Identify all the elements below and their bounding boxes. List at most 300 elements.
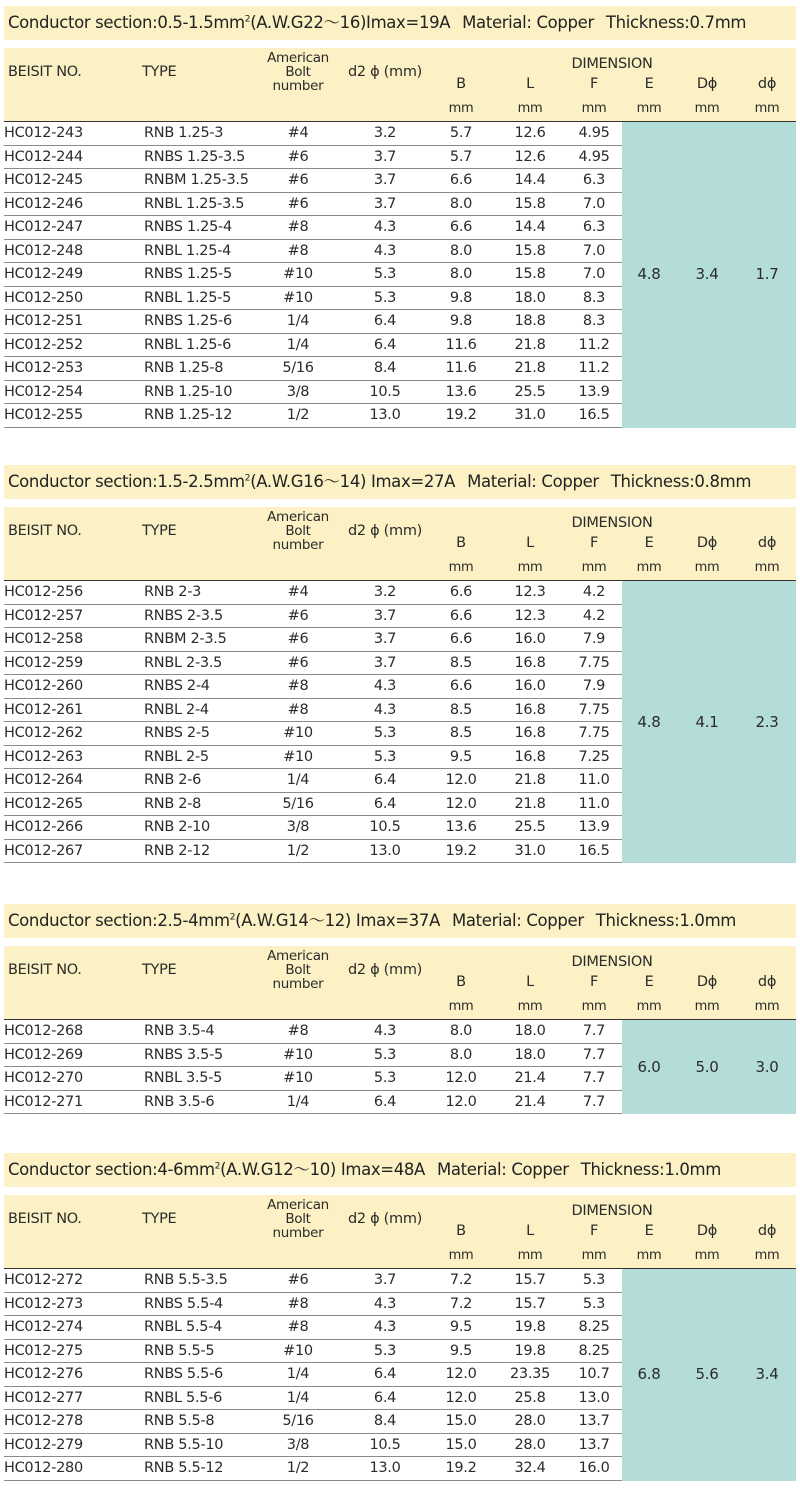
unit-spacer xyxy=(254,1243,342,1269)
b-cell: 12.0 xyxy=(428,769,494,793)
l-cell: 28.0 xyxy=(494,1433,566,1457)
unit-spacer xyxy=(254,555,342,581)
beisit-no-cell: HC012-267 xyxy=(4,839,138,863)
bolt-number-cell: 3/8 xyxy=(254,1433,342,1457)
header-d2: d2 ϕ (mm) xyxy=(342,946,428,994)
l-cell: 21.4 xyxy=(494,1067,566,1091)
header-d-phi: Dϕ xyxy=(676,970,738,994)
type-cell: RNB 5.5-3.5 xyxy=(138,1269,254,1293)
d2-cell: 13.0 xyxy=(342,1457,428,1481)
b-cell: 8.0 xyxy=(428,1020,494,1044)
bolt-number-cell: #8 xyxy=(254,1292,342,1316)
f-cell: 16.5 xyxy=(566,404,622,428)
header-bolt-line2: Bolt xyxy=(285,523,311,539)
header-d2: d2 ϕ (mm) xyxy=(342,507,428,555)
squared-superscript: 2 xyxy=(244,473,251,484)
header-bolt-number xyxy=(254,1195,342,1243)
header-row xyxy=(4,1195,796,1219)
awg-imax-text: (A.W.G16～14) Imax=27A xyxy=(250,472,456,491)
d2-cell: 6.4 xyxy=(342,310,428,334)
header-beisit-no: BEISIT NO. xyxy=(4,48,138,96)
bolt-number-cell: 3/8 xyxy=(254,816,342,840)
header-e: E xyxy=(622,531,676,555)
l-cell: 12.6 xyxy=(494,122,566,146)
f-cell: 13.7 xyxy=(566,1410,622,1434)
f-cell: 16.0 xyxy=(566,1457,622,1481)
l-cell: 21.8 xyxy=(494,769,566,793)
type-cell: RNB 5.5-5 xyxy=(138,1339,254,1363)
bolt-number-cell: 1/4 xyxy=(254,1090,342,1114)
header-beisit-no: BEISIT NO. xyxy=(4,507,138,555)
bolt-number-cell: #10 xyxy=(254,286,342,310)
d-small-phi-common-cell: 3.0 xyxy=(738,1020,796,1114)
d2-cell: 3.7 xyxy=(342,1269,428,1293)
b-cell: 11.6 xyxy=(428,357,494,381)
beisit-no-cell: HC012-264 xyxy=(4,769,138,793)
b-cell: 19.2 xyxy=(428,1457,494,1481)
b-cell: 12.0 xyxy=(428,1386,494,1410)
f-cell: 7.7 xyxy=(566,1043,622,1067)
bolt-number-cell: #8 xyxy=(254,675,342,699)
type-cell: RNB 5.5-8 xyxy=(138,1410,254,1434)
b-cell: 9.5 xyxy=(428,1339,494,1363)
b-cell: 6.6 xyxy=(428,628,494,652)
f-cell: 11.2 xyxy=(566,333,622,357)
b-cell: 15.0 xyxy=(428,1410,494,1434)
unit-row xyxy=(4,1243,796,1269)
section-banner xyxy=(4,904,796,938)
unit-mm: mm xyxy=(622,555,676,581)
unit-spacer xyxy=(254,96,342,122)
type-cell: RNBS 5.5-6 xyxy=(138,1363,254,1387)
header-bolt-line3: number xyxy=(272,1225,324,1241)
d2-cell: 5.3 xyxy=(342,745,428,769)
header-d-small-phi: dϕ xyxy=(738,1219,796,1243)
f-cell: 13.9 xyxy=(566,816,622,840)
beisit-no-cell: HC012-276 xyxy=(4,1363,138,1387)
bolt-number-cell: #8 xyxy=(254,1316,342,1340)
f-cell: 7.0 xyxy=(566,239,622,263)
type-cell: RNBL 5.5-4 xyxy=(138,1316,254,1340)
header-dimension: DIMENSION xyxy=(428,48,796,72)
b-cell: 5.7 xyxy=(428,122,494,146)
header-e: E xyxy=(622,1219,676,1243)
d2-cell: 3.7 xyxy=(342,145,428,169)
d2-cell: 8.4 xyxy=(342,357,428,381)
bolt-number-cell: 5/16 xyxy=(254,357,342,381)
f-cell: 10.7 xyxy=(566,1363,622,1387)
header-dimension: DIMENSION xyxy=(428,507,796,531)
d2-cell: 8.4 xyxy=(342,1410,428,1434)
beisit-no-cell: HC012-253 xyxy=(4,357,138,381)
l-cell: 21.8 xyxy=(494,333,566,357)
l-cell: 28.0 xyxy=(494,1410,566,1434)
header-row xyxy=(4,946,796,970)
type-cell: RNBM 1.25-3.5 xyxy=(138,169,254,193)
header-bolt-line2: Bolt xyxy=(285,962,311,978)
b-cell: 9.8 xyxy=(428,286,494,310)
unit-spacer xyxy=(254,994,342,1020)
unit-spacer xyxy=(4,555,138,581)
type-cell: RNBS 2-5 xyxy=(138,722,254,746)
b-cell: 7.2 xyxy=(428,1269,494,1293)
header-d2: d2 ϕ (mm) xyxy=(342,1195,428,1243)
header-bolt-line1: American xyxy=(267,509,329,525)
e-common-cell: 4.8 xyxy=(622,581,676,863)
material-spec: Material: Copper xyxy=(462,13,594,32)
d2-cell: 3.7 xyxy=(342,169,428,193)
unit-mm: mm xyxy=(622,1243,676,1269)
l-cell: 25.5 xyxy=(494,380,566,404)
d2-cell: 6.4 xyxy=(342,792,428,816)
unit-spacer xyxy=(138,1243,254,1269)
squared-superscript: 2 xyxy=(229,912,236,923)
header-f: F xyxy=(566,531,622,555)
l-cell: 14.4 xyxy=(494,169,566,193)
f-cell: 6.3 xyxy=(566,169,622,193)
l-cell: 19.8 xyxy=(494,1316,566,1340)
header-b: B xyxy=(428,531,494,555)
header-l: L xyxy=(494,970,566,994)
b-cell: 13.6 xyxy=(428,380,494,404)
header-bolt-number xyxy=(254,946,342,994)
beisit-no-cell: HC012-269 xyxy=(4,1043,138,1067)
d2-cell: 3.2 xyxy=(342,581,428,605)
l-cell: 21.4 xyxy=(494,1090,566,1114)
d2-cell: 4.3 xyxy=(342,1316,428,1340)
f-cell: 11.0 xyxy=(566,769,622,793)
beisit-no-cell: HC012-259 xyxy=(4,651,138,675)
l-cell: 21.8 xyxy=(494,792,566,816)
unit-mm: mm xyxy=(622,96,676,122)
beisit-no-cell: HC012-248 xyxy=(4,239,138,263)
f-cell: 7.9 xyxy=(566,675,622,699)
header-d2: d2 ϕ (mm) xyxy=(342,48,428,96)
d2-cell: 5.3 xyxy=(342,1339,428,1363)
type-cell: RNBL 1.25-3.5 xyxy=(138,192,254,216)
material-spec: Material: Copper xyxy=(436,1160,569,1179)
awg-imax-text: (A.W.G22～16)Imax=19A xyxy=(250,13,451,32)
type-cell: RNBL 2-3.5 xyxy=(138,651,254,675)
header-type: TYPE xyxy=(138,48,254,96)
header-row xyxy=(4,48,796,72)
header-b: B xyxy=(428,970,494,994)
type-cell: RNBS 2-3.5 xyxy=(138,604,254,628)
d2-cell: 3.7 xyxy=(342,628,428,652)
b-cell: 12.0 xyxy=(428,1067,494,1091)
f-cell: 7.0 xyxy=(566,192,622,216)
b-cell: 7.2 xyxy=(428,1292,494,1316)
b-cell: 6.6 xyxy=(428,581,494,605)
beisit-no-cell: HC012-257 xyxy=(4,604,138,628)
unit-spacer xyxy=(138,555,254,581)
header-bolt-line1: American xyxy=(267,50,329,66)
beisit-no-cell: HC012-280 xyxy=(4,1457,138,1481)
l-cell: 15.8 xyxy=(494,192,566,216)
conductor-section-text: Conductor section:4-6mm xyxy=(8,1160,215,1179)
bolt-number-cell: #6 xyxy=(254,604,342,628)
l-cell: 12.3 xyxy=(494,604,566,628)
type-cell: RNB 5.5-12 xyxy=(138,1457,254,1481)
b-cell: 19.2 xyxy=(428,404,494,428)
unit-mm: mm xyxy=(428,555,494,581)
header-type: TYPE xyxy=(138,507,254,555)
type-cell: RNB 1.25-12 xyxy=(138,404,254,428)
type-cell: RNB 1.25-10 xyxy=(138,380,254,404)
header-bolt-number xyxy=(254,48,342,96)
d2-cell: 6.4 xyxy=(342,1090,428,1114)
l-cell: 18.8 xyxy=(494,310,566,334)
bolt-number-cell: #6 xyxy=(254,651,342,675)
bolt-number-cell: #4 xyxy=(254,122,342,146)
bolt-number-cell: 1/4 xyxy=(254,1386,342,1410)
header-f: F xyxy=(566,970,622,994)
l-cell: 25.8 xyxy=(494,1386,566,1410)
table-row xyxy=(4,581,796,605)
unit-mm: mm xyxy=(676,96,738,122)
unit-spacer xyxy=(4,994,138,1020)
unit-mm: mm xyxy=(428,994,494,1020)
f-cell: 7.25 xyxy=(566,745,622,769)
bolt-number-cell: #6 xyxy=(254,1269,342,1293)
e-common-cell: 6.0 xyxy=(622,1020,676,1114)
type-cell: RNB 3.5-4 xyxy=(138,1020,254,1044)
bolt-number-cell: #8 xyxy=(254,1020,342,1044)
f-cell: 11.0 xyxy=(566,792,622,816)
header-dimension: DIMENSION xyxy=(428,946,796,970)
squared-superscript: 2 xyxy=(214,1161,221,1172)
b-cell: 8.5 xyxy=(428,651,494,675)
b-cell: 13.6 xyxy=(428,816,494,840)
l-cell: 15.8 xyxy=(494,239,566,263)
beisit-no-cell: HC012-246 xyxy=(4,192,138,216)
header-b: B xyxy=(428,1219,494,1243)
beisit-no-cell: HC012-266 xyxy=(4,816,138,840)
section-banner xyxy=(4,465,796,499)
thickness-spec: Thickness:0.8mm xyxy=(610,472,752,491)
beisit-no-cell: HC012-262 xyxy=(4,722,138,746)
l-cell: 18.0 xyxy=(494,1043,566,1067)
unit-mm: mm xyxy=(428,1243,494,1269)
header-type: TYPE xyxy=(138,946,254,994)
l-cell: 16.8 xyxy=(494,722,566,746)
type-cell: RNBS 1.25-6 xyxy=(138,310,254,334)
b-cell: 8.5 xyxy=(428,698,494,722)
f-cell: 4.2 xyxy=(566,581,622,605)
f-cell: 13.9 xyxy=(566,380,622,404)
beisit-no-cell: HC012-258 xyxy=(4,628,138,652)
f-cell: 4.95 xyxy=(566,122,622,146)
section-banner xyxy=(4,1153,796,1187)
type-cell: RNBL 1.25-5 xyxy=(138,286,254,310)
type-cell: RNB 2-12 xyxy=(138,839,254,863)
l-cell: 15.7 xyxy=(494,1269,566,1293)
type-cell: RNB 2-6 xyxy=(138,769,254,793)
header-d-phi: Dϕ xyxy=(676,72,738,96)
bolt-number-cell: #10 xyxy=(254,1339,342,1363)
l-cell: 16.0 xyxy=(494,628,566,652)
unit-row xyxy=(4,96,796,122)
conductor-section-spec xyxy=(8,911,440,930)
spec-table xyxy=(4,48,796,428)
d2-cell: 6.4 xyxy=(342,769,428,793)
d-phi-common-cell: 5.0 xyxy=(676,1020,738,1114)
conductor-section-text: Conductor section:1.5-2.5mm xyxy=(8,472,245,491)
bolt-number-cell: #10 xyxy=(254,263,342,287)
beisit-no-cell: HC012-250 xyxy=(4,286,138,310)
type-cell: RNB 5.5-10 xyxy=(138,1433,254,1457)
b-cell: 12.0 xyxy=(428,1090,494,1114)
b-cell: 8.0 xyxy=(428,1043,494,1067)
bolt-number-cell: 5/16 xyxy=(254,792,342,816)
spec-table xyxy=(4,946,796,1114)
d2-cell: 5.3 xyxy=(342,263,428,287)
d-small-phi-common-cell: 3.4 xyxy=(738,1269,796,1481)
conductor-section-spec xyxy=(8,472,455,491)
e-common-cell: 4.8 xyxy=(622,122,676,428)
d2-cell: 3.2 xyxy=(342,122,428,146)
unit-mm: mm xyxy=(738,96,796,122)
header-d-phi: Dϕ xyxy=(676,531,738,555)
d2-cell: 13.0 xyxy=(342,404,428,428)
squared-superscript: 2 xyxy=(244,14,251,25)
beisit-no-cell: HC012-277 xyxy=(4,1386,138,1410)
bolt-number-cell: 1/4 xyxy=(254,769,342,793)
thickness-spec: Thickness:0.7mm xyxy=(605,13,747,32)
bolt-number-cell: 5/16 xyxy=(254,1410,342,1434)
header-beisit-no: BEISIT NO. xyxy=(4,946,138,994)
f-cell: 5.3 xyxy=(566,1292,622,1316)
unit-spacer xyxy=(342,555,428,581)
d2-cell: 13.0 xyxy=(342,839,428,863)
conductor-section-spec xyxy=(8,13,450,32)
beisit-no-cell: HC012-268 xyxy=(4,1020,138,1044)
beisit-no-cell: HC012-265 xyxy=(4,792,138,816)
f-cell: 8.3 xyxy=(566,310,622,334)
b-cell: 9.5 xyxy=(428,1316,494,1340)
beisit-no-cell: HC012-251 xyxy=(4,310,138,334)
beisit-no-cell: HC012-255 xyxy=(4,404,138,428)
header-d-phi: Dϕ xyxy=(676,1219,738,1243)
d-phi-common-cell: 4.1 xyxy=(676,581,738,863)
f-cell: 6.3 xyxy=(566,216,622,240)
unit-spacer xyxy=(342,994,428,1020)
d-small-phi-common-cell: 2.3 xyxy=(738,581,796,863)
beisit-no-cell: HC012-243 xyxy=(4,122,138,146)
f-cell: 7.75 xyxy=(566,651,622,675)
d-phi-common-cell: 5.6 xyxy=(676,1269,738,1481)
bolt-number-cell: #8 xyxy=(254,239,342,263)
unit-mm: mm xyxy=(738,994,796,1020)
type-cell: RNB 1.25-8 xyxy=(138,357,254,381)
header-row xyxy=(4,507,796,531)
unit-mm: mm xyxy=(676,1243,738,1269)
header-f: F xyxy=(566,72,622,96)
f-cell: 7.75 xyxy=(566,722,622,746)
unit-mm: mm xyxy=(494,1243,566,1269)
bolt-number-cell: #10 xyxy=(254,1043,342,1067)
header-bolt-line3: number xyxy=(272,976,324,992)
f-cell: 8.25 xyxy=(566,1316,622,1340)
header-beisit-no: BEISIT NO. xyxy=(4,1195,138,1243)
d2-cell: 4.3 xyxy=(342,675,428,699)
d2-cell: 10.5 xyxy=(342,380,428,404)
l-cell: 16.0 xyxy=(494,675,566,699)
f-cell: 4.95 xyxy=(566,145,622,169)
type-cell: RNBS 2-4 xyxy=(138,675,254,699)
header-e: E xyxy=(622,970,676,994)
header-e: E xyxy=(622,72,676,96)
header-bolt-number xyxy=(254,507,342,555)
f-cell: 7.0 xyxy=(566,263,622,287)
header-f: F xyxy=(566,1219,622,1243)
thickness-spec: Thickness:1.0mm xyxy=(580,1160,721,1179)
beisit-no-cell: HC012-272 xyxy=(4,1269,138,1293)
d2-cell: 4.3 xyxy=(342,1020,428,1044)
type-cell: RNBL 2-5 xyxy=(138,745,254,769)
beisit-no-cell: HC012-249 xyxy=(4,263,138,287)
f-cell: 7.7 xyxy=(566,1067,622,1091)
bolt-number-cell: #6 xyxy=(254,145,342,169)
l-cell: 12.3 xyxy=(494,581,566,605)
beisit-no-cell: HC012-274 xyxy=(4,1316,138,1340)
b-cell: 8.5 xyxy=(428,722,494,746)
d2-cell: 5.3 xyxy=(342,286,428,310)
b-cell: 6.6 xyxy=(428,216,494,240)
type-cell: RNBS 1.25-5 xyxy=(138,263,254,287)
f-cell: 7.9 xyxy=(566,628,622,652)
unit-mm: mm xyxy=(738,555,796,581)
d-small-phi-common-cell: 1.7 xyxy=(738,122,796,428)
b-cell: 12.0 xyxy=(428,792,494,816)
type-cell: RNB 3.5-6 xyxy=(138,1090,254,1114)
f-cell: 7.7 xyxy=(566,1090,622,1114)
l-cell: 21.8 xyxy=(494,357,566,381)
unit-spacer xyxy=(342,96,428,122)
unit-spacer xyxy=(342,1243,428,1269)
beisit-no-cell: HC012-271 xyxy=(4,1090,138,1114)
conductor-section-text: Conductor section:0.5-1.5mm xyxy=(8,13,245,32)
type-cell: RNBS 1.25-3.5 xyxy=(138,145,254,169)
type-cell: RNBL 3.5-5 xyxy=(138,1067,254,1091)
l-cell: 25.5 xyxy=(494,816,566,840)
bolt-number-cell: #8 xyxy=(254,216,342,240)
bolt-number-cell: 1/2 xyxy=(254,1457,342,1481)
unit-mm: mm xyxy=(494,96,566,122)
bolt-number-cell: #8 xyxy=(254,698,342,722)
awg-imax-text: (A.W.G14～12) Imax=37A xyxy=(235,911,441,930)
beisit-no-cell: HC012-244 xyxy=(4,145,138,169)
header-bolt-line1: American xyxy=(267,1197,329,1213)
header-bolt-line3: number xyxy=(272,537,324,553)
awg-imax-text: (A.W.G12～10) Imax=48A xyxy=(220,1160,425,1179)
header-bolt-line1: American xyxy=(267,948,329,964)
beisit-no-cell: HC012-245 xyxy=(4,169,138,193)
unit-mm: mm xyxy=(566,96,622,122)
beisit-no-cell: HC012-252 xyxy=(4,333,138,357)
beisit-no-cell: HC012-273 xyxy=(4,1292,138,1316)
l-cell: 16.8 xyxy=(494,698,566,722)
unit-mm: mm xyxy=(428,96,494,122)
bolt-number-cell: #10 xyxy=(254,722,342,746)
bolt-number-cell: #10 xyxy=(254,1067,342,1091)
unit-mm: mm xyxy=(494,555,566,581)
beisit-no-cell: HC012-263 xyxy=(4,745,138,769)
d2-cell: 4.3 xyxy=(342,239,428,263)
conductor-section-spec xyxy=(8,1160,425,1179)
unit-spacer xyxy=(4,96,138,122)
header-bolt-line2: Bolt xyxy=(285,1211,311,1227)
